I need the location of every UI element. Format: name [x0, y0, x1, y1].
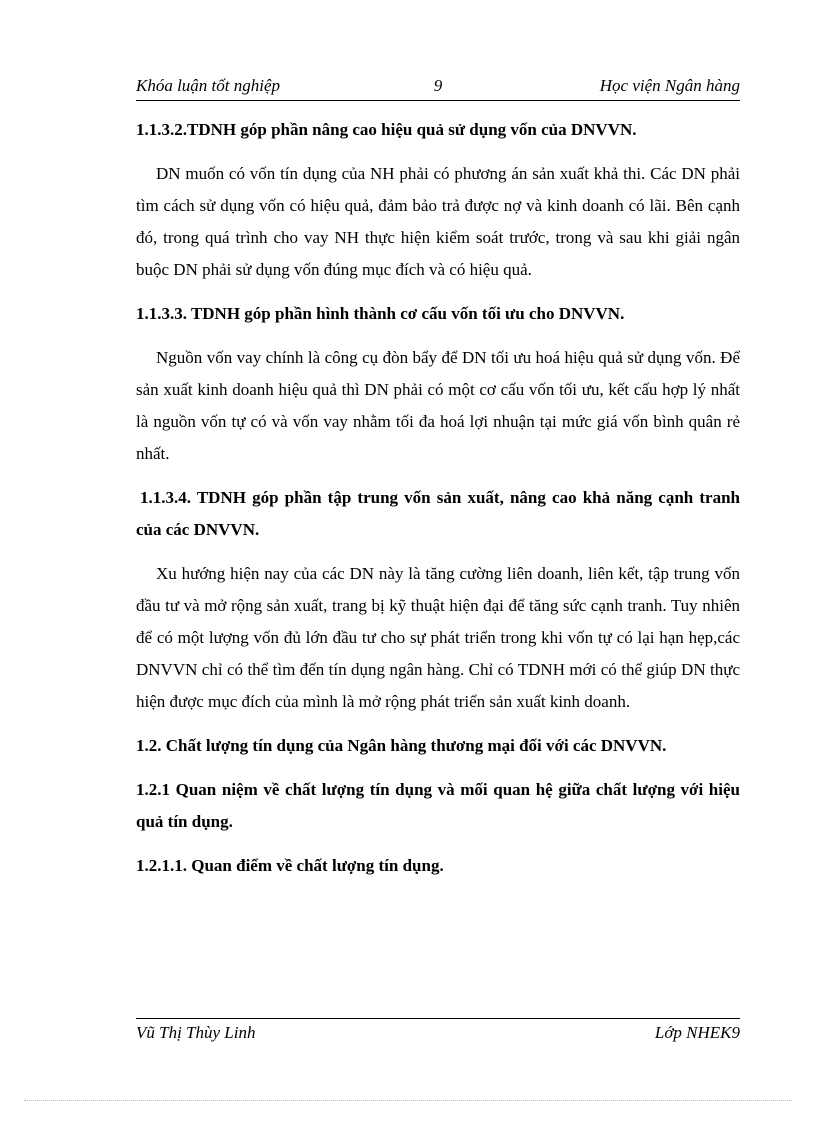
section-heading-1-2-1: 1.2.1 Quan niệm về chất lượng tín dụng và mối quan hệ giữa chất lượng với hiệu quả tín dụng.: [136, 780, 740, 831]
paragraph-3: Xu hướng hiện nay của các DN này là tăng cường liên doanh, liên kết, tập trung vốn đầu tư và mở rộng sản xuất, trang bị kỹ thuật hiện đại để tăng sức cạnh tranh. Tuy nhiên để có một lượng vốn đủ lớn đầu tư cho sự phát triển trong khi vốn tự có lại hạn hẹp,các DNVVN chỉ có thể tìm đến tín dụng ngân hàng. Chỉ có TDNH mới có thể giúp DN thực hiện được mục đích của mình là mở rộng phát triển sản xuất kinh doanh.: [136, 564, 740, 711]
section-heading-1-1-3-3: 1.1.3.3. TDNH góp phần hình thành cơ cấu vốn tối ưu cho DNVVN.: [136, 304, 625, 323]
header-page-number: 9: [433, 76, 443, 95]
section-heading-1-1-3-4: 1.1.3.4. TDNH góp phần tập trung vốn sản xuất, nâng cao khả năng cạnh tranh của các DNVVN.: [136, 488, 740, 539]
footer-class: Lớp NHEK9: [654, 1023, 740, 1042]
section-heading-1-2-1-1: 1.2.1.1. Quan điểm về chất lượng tín dụng.: [136, 856, 444, 875]
section-heading-1-1-3-2: 1.1.3.2.TDNH góp phần nâng cao hiệu quả sử dụng vốn của DNVVN.: [136, 120, 637, 139]
header-institution: Học viện Ngân hàng: [599, 76, 740, 95]
page-header: [136, 76, 740, 101]
paragraph-1: DN muốn có vốn tín dụng của NH phải có phương án sản xuất khả thi. Các DN phải tìm cách sử dụng vốn có hiệu quả, đảm bảo trả được nợ và kinh doanh có lãi. Bên cạnh đó, trong quá trình cho vay NH thực hiện kiểm soát trước, trong và sau khi giải ngân buộc DN phải sử dụng vốn đúng mục đích và có hiệu quả.: [136, 164, 740, 279]
footer-author: Vũ Thị Thùy Linh: [136, 1023, 256, 1042]
section-heading-1-2: 1.2. Chất lượng tín dụng của Ngân hàng thương mại đối với các DNVVN.: [136, 736, 667, 755]
paragraph-2: Nguồn vốn vay chính là công cụ đòn bẩy để DN tối ưu hoá hiệu quả sử dụng vốn. Để sản xuất kinh doanh hiệu quả thì DN phải có một cơ cấu vốn tối ưu, kết cấu hợp lý nhất là nguồn vốn tự có và vốn vay nhằm tối đa hoá lợi nhuận tại mức giá vốn bình quân rẻ nhất.: [136, 348, 740, 463]
page-footer: [136, 1018, 740, 1045]
page-body: [136, 112, 740, 882]
page-bottom-dotted-border: [24, 1100, 792, 1101]
header-thesis-title: Khóa luận tốt nghiệp: [136, 76, 281, 95]
